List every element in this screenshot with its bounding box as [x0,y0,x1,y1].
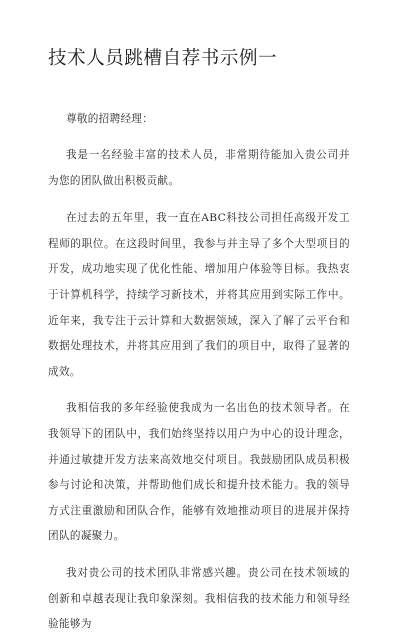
paragraph-interest: 我对贵公司的技术团队非常感兴趣。贵公司在技术领域的创新和卓越表现让我印象深刻。我相信我的技术能力和领导经验能够为 [48,566,350,631]
paragraph-leadership: 我相信我的多年经验使我成为一名出色的技术领导者。在我领导下的团队中，我们始终坚持以用户为中心的设计理念，并通过敏捷开发方法来高效地交付项目。我鼓励团队成员积极参与讨论和决策，并帮助他们成长和提升技术能力。我的领导方式注重激励和团队合作，能够有效地推动项目的进展并保持团队的凝聚力。 [48,402,350,543]
paragraph-intro: 我是一名经验丰富的技术人员，非常期待能加入贵公司并为您的团队做出积极贡献。 [48,149,350,187]
document-title: 技术人员跳槽自荐书示例一 [48,48,278,69]
salutation: 尊敬的招聘经理： [66,113,154,125]
paragraph-experience: 在过去的五年里，我一直在ABC科技公司担任高级开发工程师的职位。在这段时间里，我参与并主导了多个大型项目的开发，成功地实现了优化性能、增加用户体验等目标。我热衷于计算机科学，持续学习新技术，并将其应用到实际工作中。近年来，我专注于云计算和大数据领域，深入了解了云平台和数据处理技术，并将其应用到了我们的项目中，取得了显著的成效。 [48,212,350,378]
